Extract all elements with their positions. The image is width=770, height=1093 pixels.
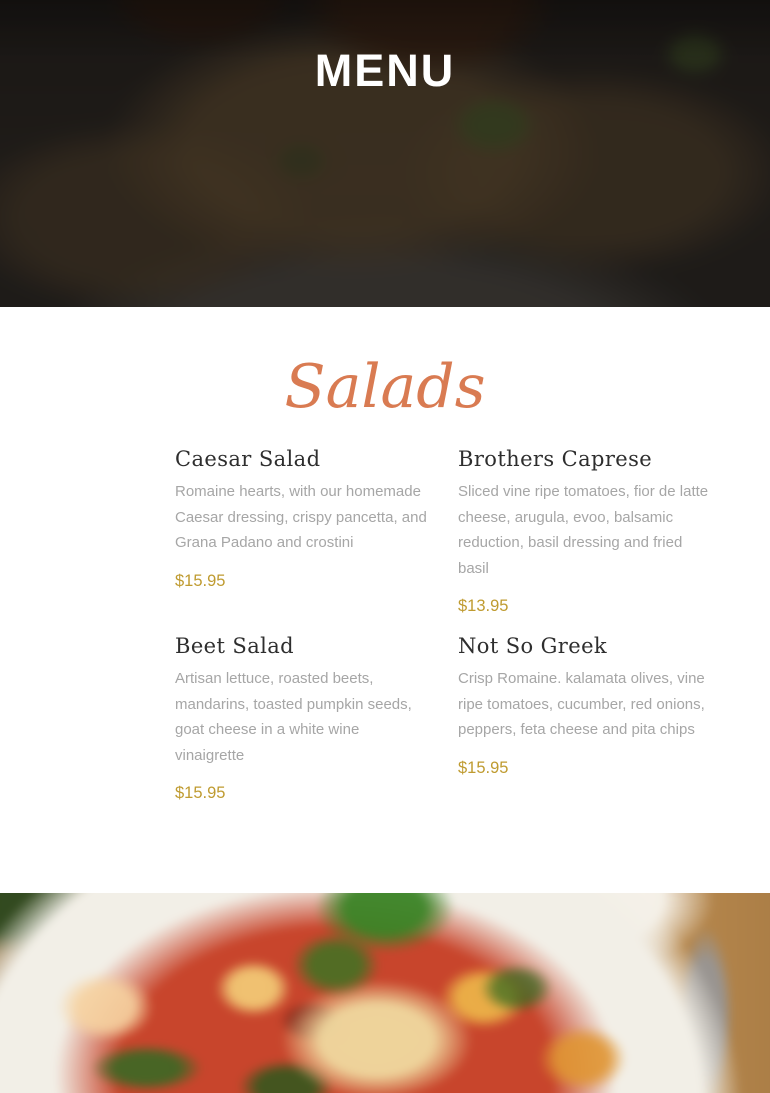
page-title: MENU [314, 45, 456, 96]
item-description: Sliced vine ripe tomatoes, fior de latte cheese, arugula, evoo, balsamic reduction, basil dressing and fried basil [458, 483, 709, 577]
menu-grid [175, 444, 713, 818]
item-name: Caesar Salad [175, 447, 321, 471]
menu-item-brothers-caprese [458, 444, 713, 631]
menu-section [0, 307, 770, 893]
item-description: Romaine hearts, with our homemade Caesar dressing, crispy pancetta, and Grana Padano and crostini [175, 483, 427, 552]
item-price: $15.95 [175, 784, 226, 803]
item-price: $15.95 [458, 758, 509, 777]
item-description: Artisan lettuce, roasted beets, mandarins, toasted pumpkin seeds, goat cheese in a white wine vinaigrette [175, 670, 412, 764]
section-heading: Salads [284, 352, 486, 422]
item-price: $13.95 [458, 597, 509, 616]
footer-image-section [0, 893, 770, 1093]
menu-item-beet-salad [175, 631, 430, 818]
item-price: $15.95 [175, 571, 226, 590]
item-description: Crisp Romaine. kalamata olives, vine ripe tomatoes, cucumber, red onions, peppers, feta cheese and pita chips [458, 670, 705, 739]
hero-section [0, 0, 770, 307]
item-name: Beet Salad [175, 634, 294, 659]
item-name: Brothers Caprese [458, 447, 653, 471]
menu-item-not-so-greek [458, 631, 713, 818]
item-name: Not So Greek [458, 634, 608, 659]
menu-item-caesar-salad [175, 444, 430, 631]
soup-image [0, 893, 770, 1093]
